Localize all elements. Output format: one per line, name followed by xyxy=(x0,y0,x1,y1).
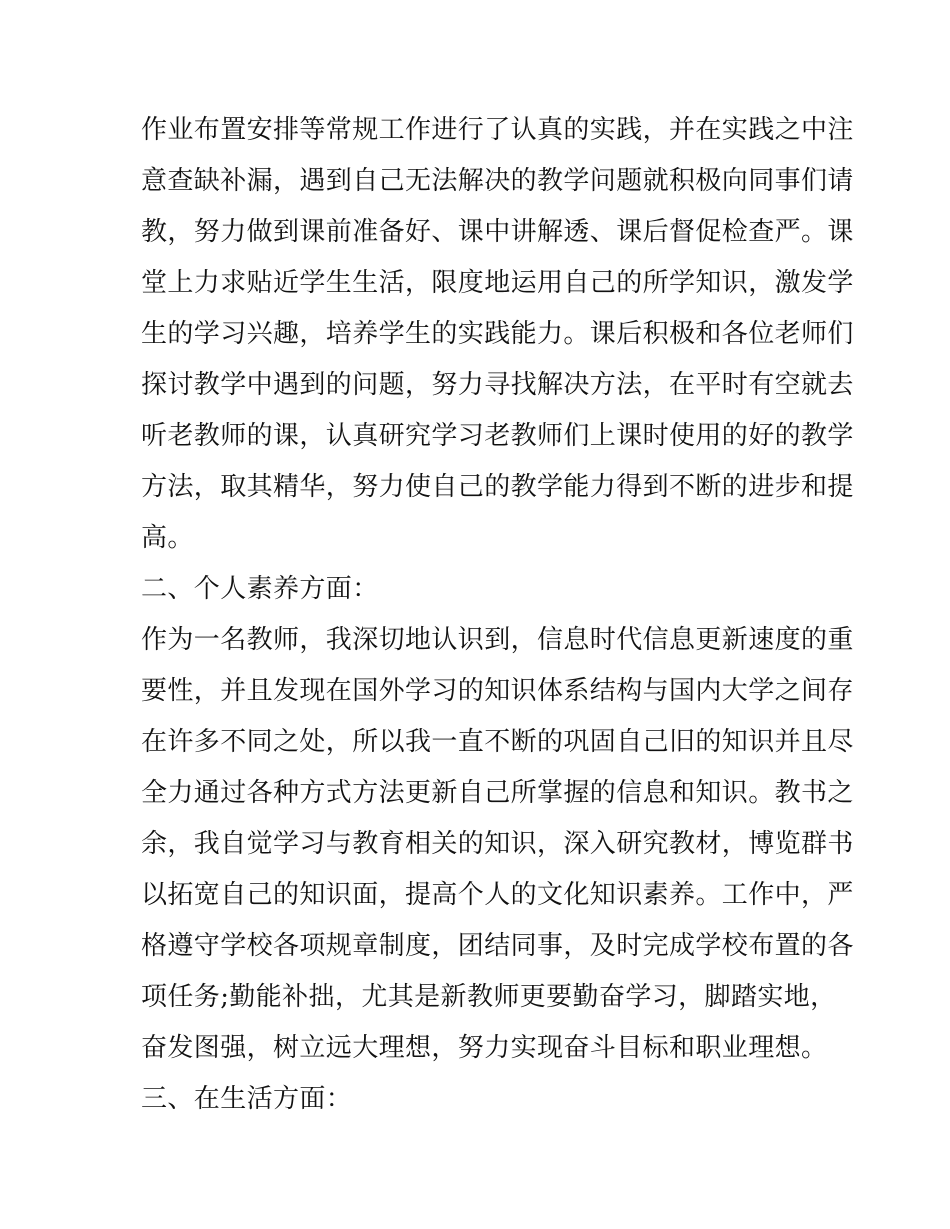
text-line: 堂上力求贴近学生生活，限度地运用自己的所学知识，激发学 xyxy=(141,268,854,298)
text-line: 项任务;勤能补拙，尤其是新教师更要勤奋学习，脚踏实地， xyxy=(141,982,837,1012)
text-line: 作业布置安排等常规工作进行了认真的实践，并在实践之中注 xyxy=(141,115,854,145)
text-line: 余，我自觉学习与教育相关的知识，深入研究教材，博览群书 xyxy=(141,829,854,859)
text-line: 教，努力做到课前准备好、课中讲解透、课后督促检查严。课 xyxy=(141,217,854,247)
section-heading: 三、在生活方面： xyxy=(141,1084,353,1114)
text-line: 作为一名教师，我深切地认识到，信息时代信息更新速度的重 xyxy=(141,625,854,655)
text-line: 以拓宽自己的知识面，提高个人的文化知识素养。工作中，严 xyxy=(141,880,854,910)
section-heading: 二、个人素养方面： xyxy=(141,574,379,604)
text-line: 在许多不同之处，所以我一直不断的巩固自己旧的知识并且尽 xyxy=(141,727,854,757)
text-line: 方法，取其精华，努力使自己的教学能力得到不断的进步和提 xyxy=(141,472,854,502)
text-line: 高。 xyxy=(141,523,194,553)
text-line: 探讨教学中遇到的问题，努力寻找解决方法，在平时有空就去 xyxy=(141,370,854,400)
text-line: 要性，并且发现在国外学习的知识体系结构与国内大学之间存 xyxy=(141,676,854,706)
text-line: 格遵守学校各项规章制度，团结同事，及时完成学校布置的各 xyxy=(141,931,854,961)
text-line: 奋发图强，树立远大理想，努力实现奋斗目标和职业理想。 xyxy=(141,1033,828,1063)
text-line: 生的学习兴趣，培养学生的实践能力。课后积极和各位老师们 xyxy=(141,319,854,349)
text-line: 意查缺补漏，遇到自己无法解决的教学问题就积极向同事们请 xyxy=(141,166,854,196)
text-line: 听老教师的课，认真研究学习老教师们上课时使用的好的教学 xyxy=(141,421,854,451)
text-line: 全力通过各种方式方法更新自己所掌握的信息和知识。教书之 xyxy=(141,778,854,808)
